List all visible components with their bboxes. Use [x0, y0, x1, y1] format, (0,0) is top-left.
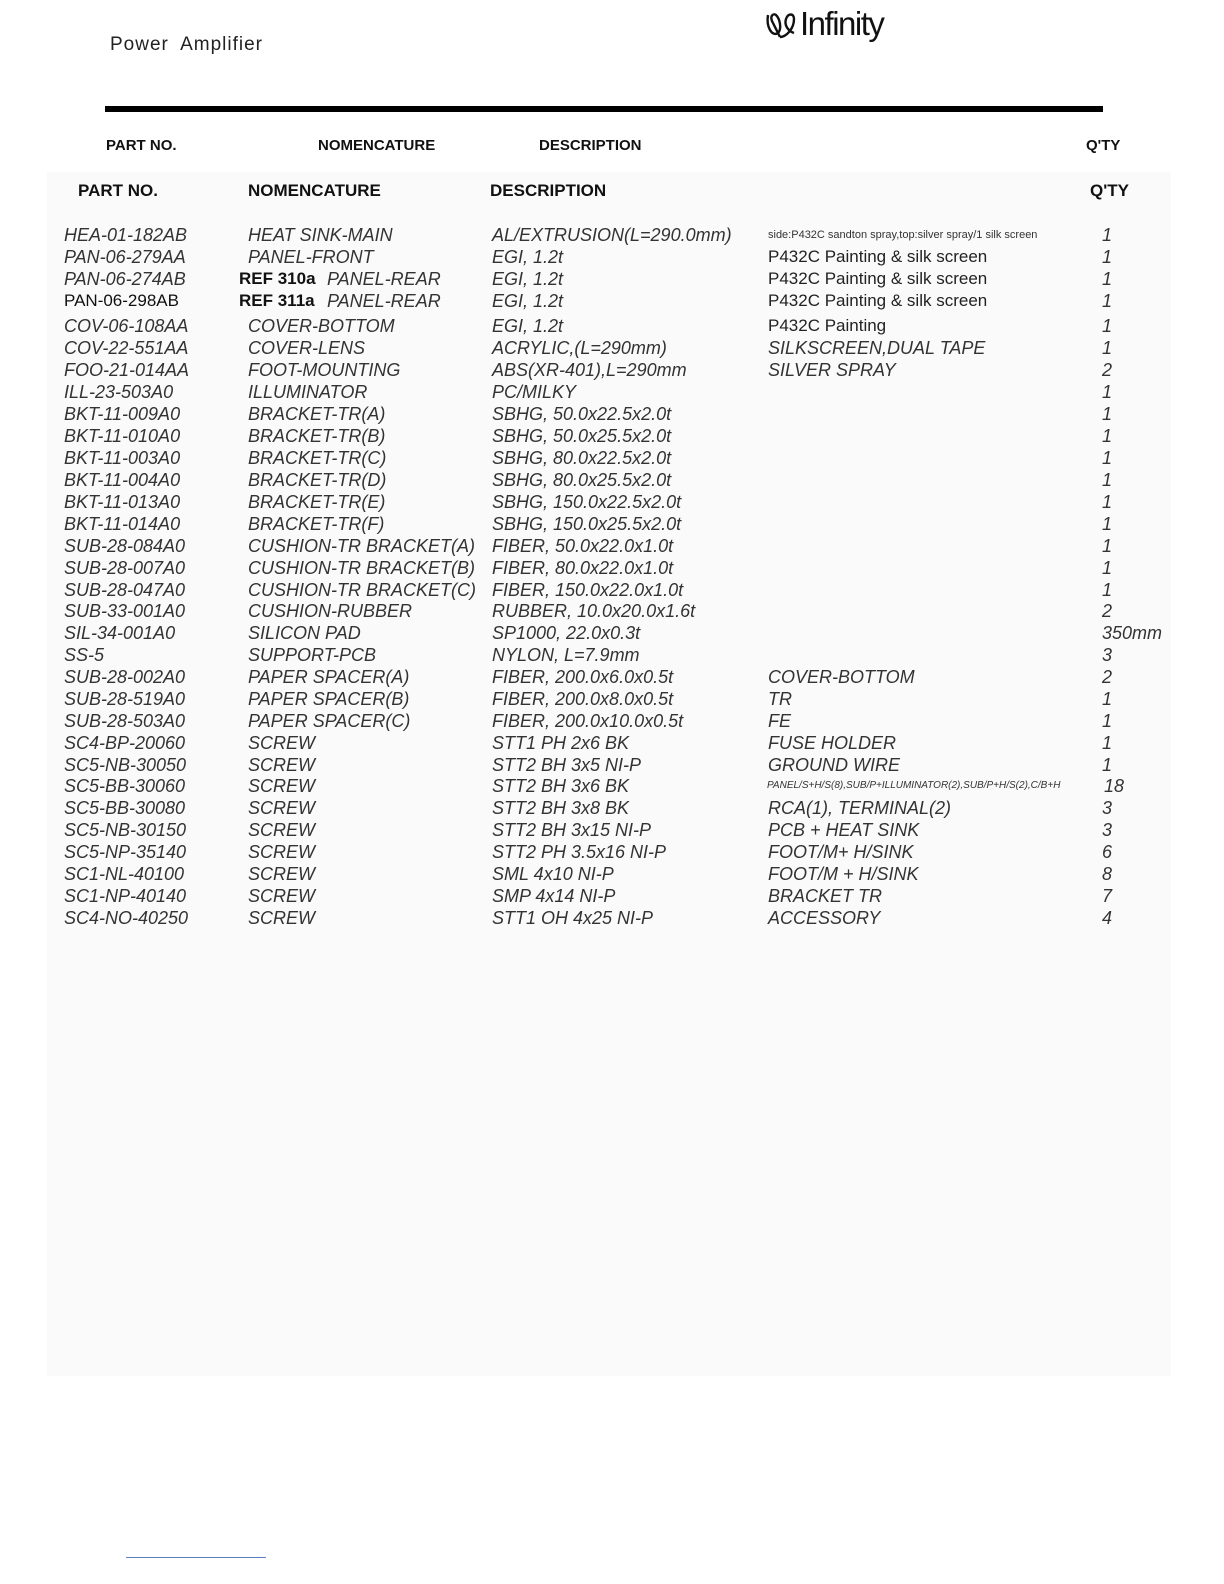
table-row	[0, 644, 1224, 666]
part-number-cell: PAN-06-279AA	[64, 247, 186, 267]
note-cell: SILVER SPRAY	[768, 360, 896, 380]
reference-cell: REF 310a	[239, 269, 316, 288]
nomenclature-cell: PAPER SPACER(B)	[248, 689, 410, 709]
document-title: Power Amplifier	[110, 34, 263, 55]
nomenclature-cell: CUSHION-RUBBER	[248, 601, 413, 621]
table-row	[0, 337, 1224, 359]
table-row	[0, 907, 1224, 929]
nomenclature-cell: SCREW	[248, 886, 315, 906]
description-cell: SBHG, 50.0x25.5x2.0t	[492, 426, 672, 446]
part-number-cell: SC5-NB-30050	[64, 755, 187, 775]
description-cell: FIBER, 200.0x8.0x0.5t	[492, 689, 674, 709]
quantity-cell: 1	[1102, 426, 1113, 446]
nomenclature-cell: COVER-LENS	[248, 338, 366, 358]
table-row	[0, 535, 1224, 557]
part-number-cell: SUB-28-519A0	[64, 689, 186, 709]
table-row	[0, 622, 1224, 644]
description-cell: SML 4x10 NI-P	[492, 864, 614, 884]
nomenclature-cell: PAPER SPACER(A)	[248, 667, 410, 687]
part-number-cell: PAN-06-298AB	[64, 291, 179, 310]
note-cell: P432C Painting & silk screen	[768, 247, 988, 266]
note-cell: P432C Painting	[768, 316, 887, 335]
note-cell: FE	[768, 711, 792, 731]
nomenclature-cell: SCREW	[248, 755, 315, 775]
quantity-cell: 1	[1102, 291, 1113, 311]
description-cell: FIBER, 80.0x22.0x1.0t	[492, 558, 674, 578]
nomenclature-cell: CUSHION-TR BRACKET(B)	[248, 558, 476, 578]
quantity-cell: 1	[1102, 247, 1113, 267]
part-number-cell: PAN-06-274AB	[64, 269, 186, 289]
quantity-cell: 4	[1102, 908, 1113, 928]
brand-wordmark: Infinity	[800, 5, 884, 42]
quantity-cell: 1	[1102, 580, 1113, 600]
part-number-cell: BKT-11-014A0	[64, 514, 181, 534]
description-cell: EGI, 1.2t	[492, 291, 564, 311]
nomenclature-cell: BRACKET-TR(F)	[248, 514, 385, 534]
quantity-cell: 1	[1102, 269, 1113, 289]
part-number-cell: SC1-NL-40100	[64, 864, 185, 884]
note-cell: GROUND WIRE	[768, 755, 900, 775]
table-row	[0, 688, 1224, 710]
note-cell: FUSE HOLDER	[768, 733, 897, 753]
nomenclature-cell: FOOT-MOUNTING	[248, 360, 401, 380]
table-row	[0, 710, 1224, 732]
table-row	[0, 290, 1224, 312]
part-number-cell: ILL-23-503A0	[64, 382, 174, 402]
nomenclature-cell: BRACKET-TR(B)	[248, 426, 386, 446]
part-number-cell: SC5-BB-30060	[64, 776, 186, 796]
note-cell: side:P432C sandton spray,top:silver spray/1 silk screen	[768, 229, 1038, 241]
description-cell: STT1 OH 4x25 NI-P	[492, 908, 654, 928]
quantity-cell: 18	[1104, 776, 1125, 796]
table-row	[0, 732, 1224, 754]
quantity-cell: 1	[1102, 733, 1113, 753]
nomenclature-cell: PANEL-FRONT	[248, 247, 374, 267]
nomenclature-cell: SCREW	[248, 908, 315, 928]
description-cell: STT2 PH 3.5x16 NI-P	[492, 842, 667, 862]
table-row	[0, 579, 1224, 601]
description-cell: EGI, 1.2t	[492, 269, 564, 289]
nomenclature-cell: BRACKET-TR(A)	[248, 404, 386, 424]
description-cell: SBHG, 80.0x22.5x2.0t	[492, 448, 672, 468]
note-cell: P432C Painting & silk screen	[768, 291, 988, 310]
table-row	[0, 469, 1224, 491]
header-part-no: PART NO.	[78, 181, 158, 200]
nomenclature-cell: ILLUMINATOR	[248, 382, 368, 402]
quantity-cell: 1	[1102, 382, 1113, 402]
nomenclature-cell: COVER-BOTTOM	[248, 316, 395, 336]
table-row	[0, 754, 1224, 776]
table-row	[0, 841, 1224, 863]
nomenclature-cell: CUSHION-TR BRACKET(C)	[248, 580, 476, 600]
table-row	[0, 557, 1224, 579]
part-number-cell: SS-5	[64, 645, 105, 665]
quantity-cell: 1	[1102, 492, 1113, 512]
header-rule	[105, 106, 1103, 112]
quantity-cell: 1	[1102, 225, 1113, 245]
table-row	[0, 359, 1224, 381]
brand-logo	[764, 4, 883, 44]
quantity-cell: 1	[1102, 689, 1113, 709]
nomenclature-cell: PANEL-REAR	[327, 291, 441, 311]
quantity-cell: 3	[1102, 798, 1113, 818]
part-number-cell: SC5-NB-30150	[64, 820, 187, 840]
nomenclature-cell: PANEL-REAR	[327, 269, 441, 289]
table-row	[0, 315, 1224, 337]
quantity-cell: 6	[1102, 842, 1113, 862]
table-row	[0, 425, 1224, 447]
top-header-part-no: PART NO.	[106, 137, 177, 154]
note-cell: TR	[768, 689, 792, 709]
table-row	[0, 224, 1224, 246]
table-row	[0, 268, 1224, 290]
description-cell: RUBBER, 10.0x20.0x1.6t	[492, 601, 696, 621]
description-cell: SBHG, 80.0x25.5x2.0t	[492, 470, 672, 490]
part-number-cell: SIL-34-001A0	[64, 623, 176, 643]
quantity-cell: 2	[1102, 601, 1113, 621]
quantity-cell: 1	[1102, 536, 1113, 556]
quantity-cell: 3	[1102, 645, 1113, 665]
note-cell: SILKSCREEN,DUAL TAPE	[768, 338, 986, 358]
nomenclature-cell: HEAT SINK-MAIN	[248, 225, 393, 245]
nomenclature-cell: BRACKET-TR(C)	[248, 448, 387, 468]
quantity-cell: 1	[1102, 514, 1113, 534]
note-cell: RCA(1), TERMINAL(2)	[768, 798, 952, 818]
nomenclature-cell: SCREW	[248, 820, 315, 840]
description-cell: EGI, 1.2t	[492, 316, 564, 336]
note-cell: COVER-BOTTOM	[768, 667, 915, 687]
description-cell: SBHG, 150.0x22.5x2.0t	[492, 492, 682, 512]
quantity-cell: 1	[1102, 470, 1113, 490]
description-cell: FIBER, 200.0x6.0x0.5t	[492, 667, 674, 687]
nomenclature-cell: SILICON PAD	[248, 623, 361, 643]
table-row	[0, 600, 1224, 622]
part-number-cell: FOO-21-014AA	[64, 360, 190, 380]
nomenclature-cell: BRACKET-TR(E)	[248, 492, 386, 512]
table-row	[0, 381, 1224, 403]
part-number-cell: SUB-28-503A0	[64, 711, 186, 731]
part-number-cell: SUB-28-002A0	[64, 667, 186, 687]
note-cell: BRACKET TR	[768, 886, 883, 906]
nomenclature-cell: CUSHION-TR BRACKET(A)	[248, 536, 476, 556]
reference-cell: REF 311a	[239, 291, 315, 310]
description-cell: SP1000, 22.0x0.3t	[492, 623, 641, 643]
quantity-cell: 1	[1102, 338, 1113, 358]
nomenclature-cell: BRACKET-TR(D)	[248, 470, 387, 490]
table-row	[0, 403, 1224, 425]
description-cell: FIBER, 150.0x22.0x1.0t	[492, 580, 684, 600]
description-cell: NYLON, L=7.9mm	[492, 645, 640, 665]
header-qty: Q'TY	[1090, 181, 1129, 200]
nomenclature-cell: SCREW	[248, 733, 315, 753]
infinity-logo-icon	[764, 7, 798, 41]
description-cell: STT2 BH 3x15 NI-P	[492, 820, 652, 840]
part-number-cell: SC5-BB-30080	[64, 798, 186, 818]
description-cell: SMP 4x14 NI-P	[492, 886, 616, 906]
part-number-cell: BKT-11-013A0	[64, 492, 181, 512]
table-row	[0, 666, 1224, 688]
nomenclature-cell: SCREW	[248, 776, 315, 796]
footer-link-underline	[126, 1557, 266, 1558]
table-row	[0, 863, 1224, 885]
part-number-cell: SUB-28-084A0	[64, 536, 186, 556]
quantity-cell: 2	[1102, 360, 1113, 380]
description-cell: ACRYLIC,(L=290mm)	[492, 338, 667, 358]
part-number-cell: SC4-BP-20060	[64, 733, 186, 753]
part-number-cell: HEA-01-182AB	[64, 225, 188, 245]
description-cell: ABS(XR-401),L=290mm	[492, 360, 687, 380]
table-row	[0, 819, 1224, 841]
note-cell: ACCESSORY	[768, 908, 881, 928]
part-number-cell: BKT-11-009A0	[64, 404, 181, 424]
description-cell: SBHG, 50.0x22.5x2.0t	[492, 404, 672, 424]
nomenclature-cell: SCREW	[248, 798, 315, 818]
quantity-cell: 1	[1102, 448, 1113, 468]
quantity-cell: 1	[1102, 558, 1113, 578]
quantity-cell: 350mm	[1102, 623, 1163, 643]
description-cell: FIBER, 200.0x10.0x0.5t	[492, 711, 684, 731]
part-number-cell: SUB-33-001A0	[64, 601, 186, 621]
table-row	[0, 513, 1224, 535]
quantity-cell: 7	[1102, 886, 1113, 906]
description-cell: SBHG, 150.0x25.5x2.0t	[492, 514, 682, 534]
note-cell: PCB + HEAT SINK	[768, 820, 920, 840]
description-cell: STT2 BH 3x5 NI-P	[492, 755, 642, 775]
table-row	[0, 775, 1224, 797]
quantity-cell: 2	[1102, 667, 1113, 687]
part-number-cell: BKT-11-004A0	[64, 470, 181, 490]
description-cell: FIBER, 50.0x22.0x1.0t	[492, 536, 674, 556]
top-header-qty: Q'TY	[1086, 137, 1121, 154]
table-row	[0, 797, 1224, 819]
table-row	[0, 447, 1224, 469]
top-header-nomenclature: NOMENCATURE	[318, 137, 436, 154]
part-number-cell: SC1-NP-40140	[64, 886, 187, 906]
part-number-cell: COV-22-551AA	[64, 338, 189, 358]
part-number-cell: BKT-11-010A0	[64, 426, 181, 446]
part-number-cell: SC5-NP-35140	[64, 842, 187, 862]
nomenclature-cell: SCREW	[248, 864, 315, 884]
nomenclature-cell: PAPER SPACER(C)	[248, 711, 411, 731]
description-cell: AL/EXTRUSION(L=290.0mm)	[492, 225, 732, 245]
description-cell: STT2 BH 3x6 BK	[492, 776, 630, 796]
quantity-cell: 1	[1102, 404, 1113, 424]
description-cell: PC/MILKY	[492, 382, 577, 402]
description-cell: STT2 BH 3x8 BK	[492, 798, 630, 818]
description-cell: EGI, 1.2t	[492, 247, 564, 267]
header-nomenclature: NOMENCATURE	[248, 181, 381, 200]
header-description: DESCRIPTION	[490, 181, 607, 200]
part-number-cell: SC4-NO-40250	[64, 908, 189, 928]
description-cell: STT1 PH 2x6 BK	[492, 733, 630, 753]
table-row	[0, 491, 1224, 513]
note-cell: P432C Painting & silk screen	[768, 269, 988, 288]
nomenclature-cell: SCREW	[248, 842, 315, 862]
nomenclature-cell: SUPPORT-PCB	[248, 645, 377, 665]
part-number-cell: SUB-28-007A0	[64, 558, 186, 578]
part-number-cell: BKT-11-003A0	[64, 448, 181, 468]
top-header-description: DESCRIPTION	[539, 137, 642, 154]
quantity-cell: 8	[1102, 864, 1113, 884]
note-cell: PANEL/S+H/S(8),SUB/P+ILLUMINATOR(2),SUB/P+H/S(2),C/B+H	[767, 780, 1061, 791]
quantity-cell: 1	[1102, 316, 1113, 336]
table-row	[0, 885, 1224, 907]
quantity-cell: 1	[1102, 711, 1113, 731]
part-number-cell: SUB-28-047A0	[64, 580, 186, 600]
table-row	[0, 246, 1224, 268]
quantity-cell: 3	[1102, 820, 1113, 840]
part-number-cell: COV-06-108AA	[64, 316, 189, 336]
note-cell: FOOT/M + H/SINK	[768, 864, 919, 884]
note-cell: FOOT/M+ H/SINK	[768, 842, 914, 862]
quantity-cell: 1	[1102, 755, 1113, 775]
